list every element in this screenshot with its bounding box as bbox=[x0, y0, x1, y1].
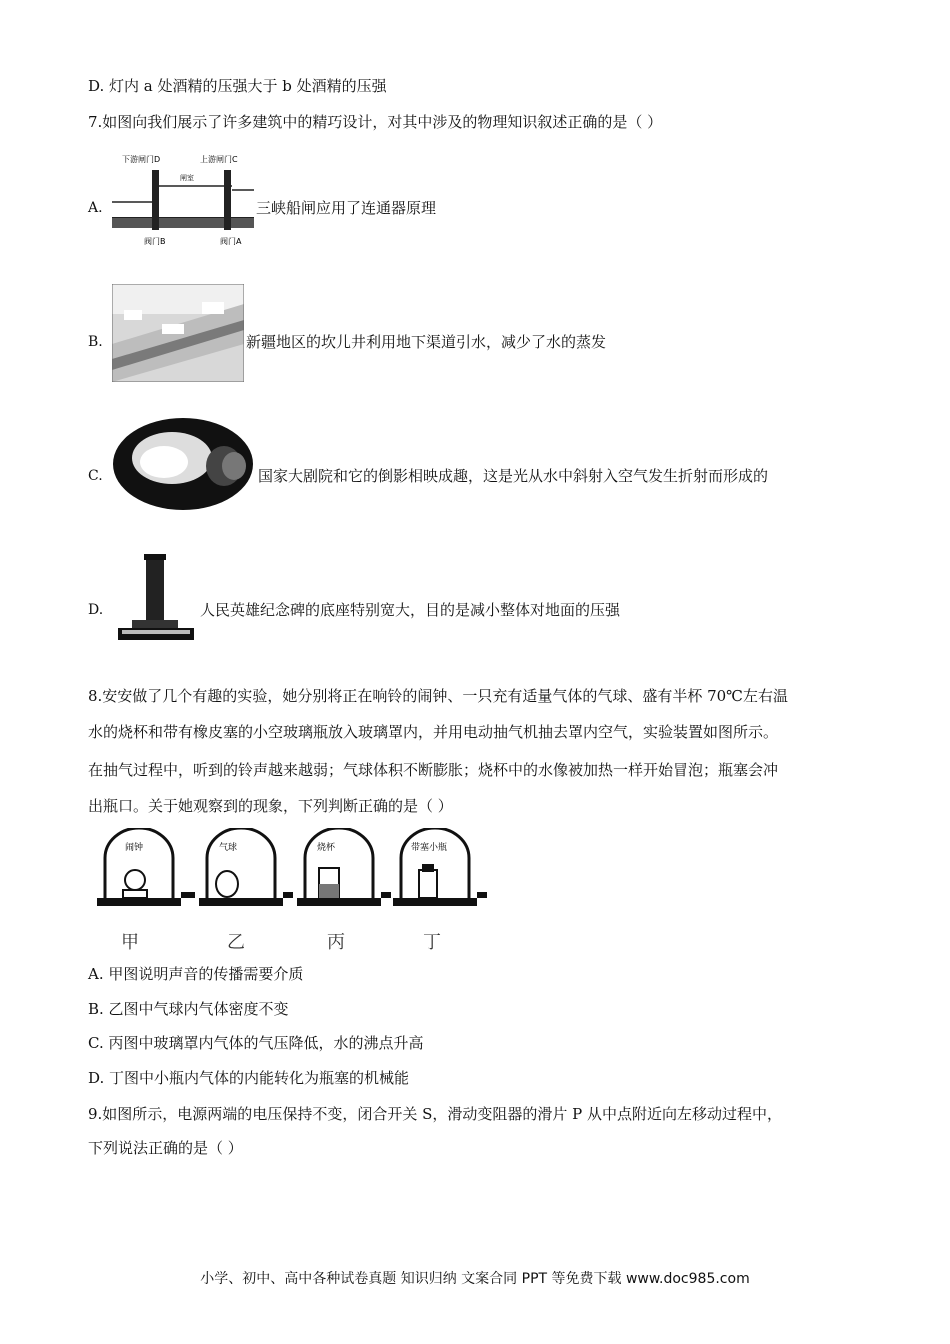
q6-option-d: D. 灯内 a 处酒精的压强大于 b 处酒精的压强 bbox=[88, 77, 387, 95]
fig-a-label-bl: 阀门B bbox=[144, 237, 166, 246]
jar-4-inner-label: 带塞小瓶 bbox=[411, 843, 448, 853]
q8-option-b: B. 乙图中气球内气体密度不变 bbox=[88, 1000, 289, 1018]
jar-2-inner-label: 气球 bbox=[219, 843, 238, 853]
bell-jar-figure bbox=[95, 828, 487, 953]
fig-a-label-br: 阀门A bbox=[220, 237, 242, 246]
karez-well-figure bbox=[112, 284, 244, 382]
jar-3-inner-label: 烧杯 bbox=[317, 843, 336, 853]
fig-a-label-tl: 下游闸门D bbox=[122, 155, 161, 164]
q7-d-label: D. bbox=[88, 602, 104, 618]
q9-stem-line-2: 下列说法正确的是（ ） bbox=[88, 1139, 243, 1157]
grand-theater-figure bbox=[112, 416, 254, 512]
q7-a-label: A. bbox=[88, 200, 103, 216]
q8-stem-line-3: 在抽气过程中，听到的铃声越来越弱；气球体积不断膨胀；烧杯中的水像被加热一样开始冒泡；瓶塞会冲 bbox=[88, 761, 779, 779]
jar-1-inner-label: 闹钟 bbox=[125, 843, 144, 853]
q8-option-d: D. 丁图中小瓶内气体的内能转化为瓶塞的机械能 bbox=[88, 1069, 410, 1087]
q7-c-text: 国家大剧院和它的倒影相映成趣，这是光从水中斜射入空气发生折射而形成的 bbox=[258, 467, 769, 485]
q8-stem-line-4: 出瓶口。关于她观察到的现象，下列判断正确的是（ ） bbox=[88, 797, 453, 815]
bell-jars-drawing bbox=[95, 828, 487, 918]
fig-caption-bing: 丙 bbox=[327, 932, 345, 953]
q7-b-text: 新疆地区的坎儿井利用地下渠道引水，减少了水的蒸发 bbox=[246, 333, 607, 351]
q7-b-label: B. bbox=[88, 334, 103, 350]
fig-caption-jia: 甲 bbox=[121, 932, 139, 953]
fig-caption-ding: 丁 bbox=[423, 932, 441, 953]
q9-stem-line-1: 9.如图所示，电源两端的电压保持不变，闭合开关 S，滑动变阻器的滑片 P 从中点附近向左移动过程中， bbox=[88, 1105, 782, 1123]
fig-caption-yi: 乙 bbox=[227, 932, 245, 953]
q7-stem: 7.如图向我们展示了许多建筑中的精巧设计，对其中涉及的物理知识叙述正确的是（ ） bbox=[88, 113, 663, 131]
q7-a-text: 三峡船闸应用了连通器原理 bbox=[256, 199, 437, 217]
q8-option-a: A. 甲图说明声音的传播需要介质 bbox=[88, 965, 304, 983]
monument-figure bbox=[112, 550, 198, 646]
fig-a-label-mid: 闸室 bbox=[180, 174, 194, 182]
q7-c-label: C. bbox=[88, 468, 103, 484]
q7-d-text: 人民英雄纪念碑的底座特别宽大，目的是减小整体对地面的压强 bbox=[200, 601, 621, 619]
fig-a-label-tr: 上游闸门C bbox=[200, 155, 238, 164]
page-footer: 小学、初中、高中各种试卷真题 知识归纳 文案合同 PPT 等免费下载 www.doc985.com bbox=[200, 1271, 750, 1287]
q8-option-c: C. 丙图中玻璃罩内气体的气压降低，水的沸点升高 bbox=[88, 1034, 424, 1052]
q8-stem-line-1: 8.安安做了几个有趣的实验，她分别将正在响铃的闹钟、一只充有适量气体的气球、盛有半杯 70℃左右温 bbox=[88, 687, 788, 705]
ship-lock-figure bbox=[112, 150, 254, 248]
q8-stem-line-2: 水的烧杯和带有橡皮塞的小空玻璃瓶放入玻璃罩内，并用电动抽气机抽去罩内空气，实验装置如图所示。 bbox=[88, 723, 779, 741]
